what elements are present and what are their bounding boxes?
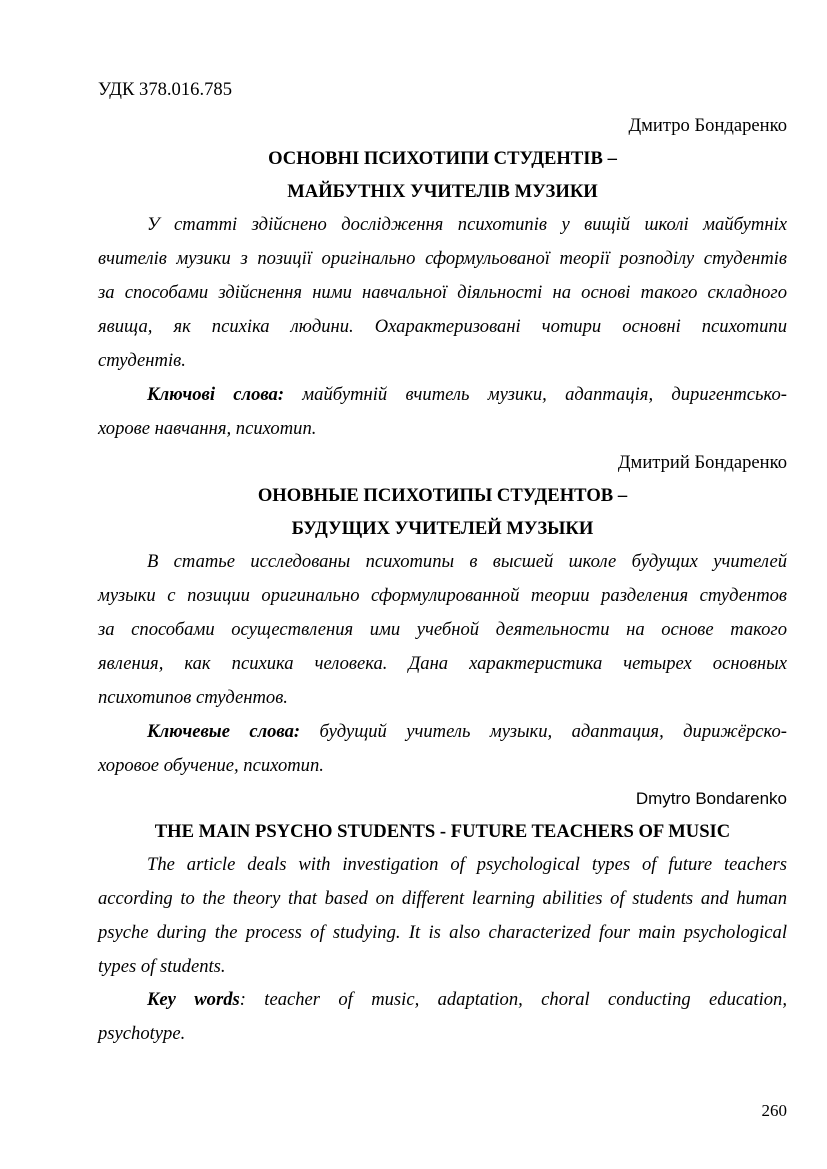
abstract-russian-line: за способами осуществления ими учебной деятельности на основе такого (98, 619, 787, 640)
abstract-ukrainian-line: явища, як психіка людини. Охарактеризовані чотири основні психотипи (98, 316, 787, 337)
udc-code: УДК 378.016.785 (98, 79, 232, 100)
title-ukrainian-line2: МАЙБУТНІХ УЧИТЕЛІВ МУЗИКИ (287, 181, 598, 202)
abstract-russian-line: музыки с позиции оригинально сформулированной теории разделения студентов (98, 585, 787, 606)
keywords-ukrainian-cont: хорове навчання, психотип. (98, 418, 317, 439)
keywords-english (147, 988, 787, 1012)
abstract-english-line: types of students. (98, 956, 226, 977)
abstract-ukrainian-line: вчителів музики з позиції оригінально сформульованої теорії розподілу студентів (98, 248, 787, 269)
abstract-english-line: The article deals with investigation of psychological types of future teachers (147, 854, 787, 875)
abstract-english-line: psyche during the process of studying. It is also characterized four main psychological (98, 922, 787, 943)
title-russian-line2: БУДУЩИХ УЧИТЕЛЕЙ МУЗЫКИ (291, 518, 594, 539)
page-number: 260 (761, 1101, 787, 1120)
keywords-text: будущий учитель музыки, адаптация, дирижёрско- (300, 721, 787, 742)
keywords-label: Ключевые слова: (147, 721, 301, 742)
title-russian-line1: ОНОВНЫЕ ПСИХОТИПЫ СТУДЕНТОВ – (257, 485, 628, 506)
author-russian: Дмитрий Бондаренко (617, 452, 787, 473)
keywords-text: : teacher of music, adaptation, choral conducting education, (239, 989, 787, 1010)
abstract-ukrainian-line: У статті здійснено дослідження психотипів у вищій школі майбутніх (147, 214, 787, 235)
abstract-russian-line: явления, как психика человека. Дана характеристика четырех основных (98, 653, 787, 674)
keywords-label: Ключові слова: (147, 384, 285, 405)
author-ukrainian: Дмитро Бондаренко (628, 115, 787, 136)
abstract-ukrainian-line: за способами здійснення ними навчальної діяльності на основі такого складного (98, 282, 787, 303)
keywords-ukrainian (147, 383, 787, 407)
keywords-russian (147, 720, 787, 744)
keywords-russian-cont: хоровое обучение, психотип. (98, 755, 324, 776)
title-ukrainian-line1: ОСНОВНІ ПСИХОТИПИ СТУДЕНТІВ – (268, 148, 617, 169)
author-english: Dmytro Bondarenko (635, 789, 787, 808)
keywords-english-cont: psychotype. (98, 1023, 186, 1044)
keywords-text: майбутній вчитель музики, адаптація, диригентсько- (284, 384, 787, 405)
keywords-label: Key words (147, 989, 240, 1010)
abstract-ukrainian-line: студентів. (98, 350, 186, 371)
abstract-english-line: according to the theory that based on different learning abilities of students and human (98, 888, 787, 909)
abstract-russian-line: В статье исследованы психотипы в высшей школе будущих учителей (147, 551, 787, 572)
abstract-russian-line: психотипов студентов. (98, 687, 288, 708)
title-english: THE MAIN PSYCHO STUDENTS - FUTURE TEACHERS OF MUSIC (154, 821, 731, 842)
